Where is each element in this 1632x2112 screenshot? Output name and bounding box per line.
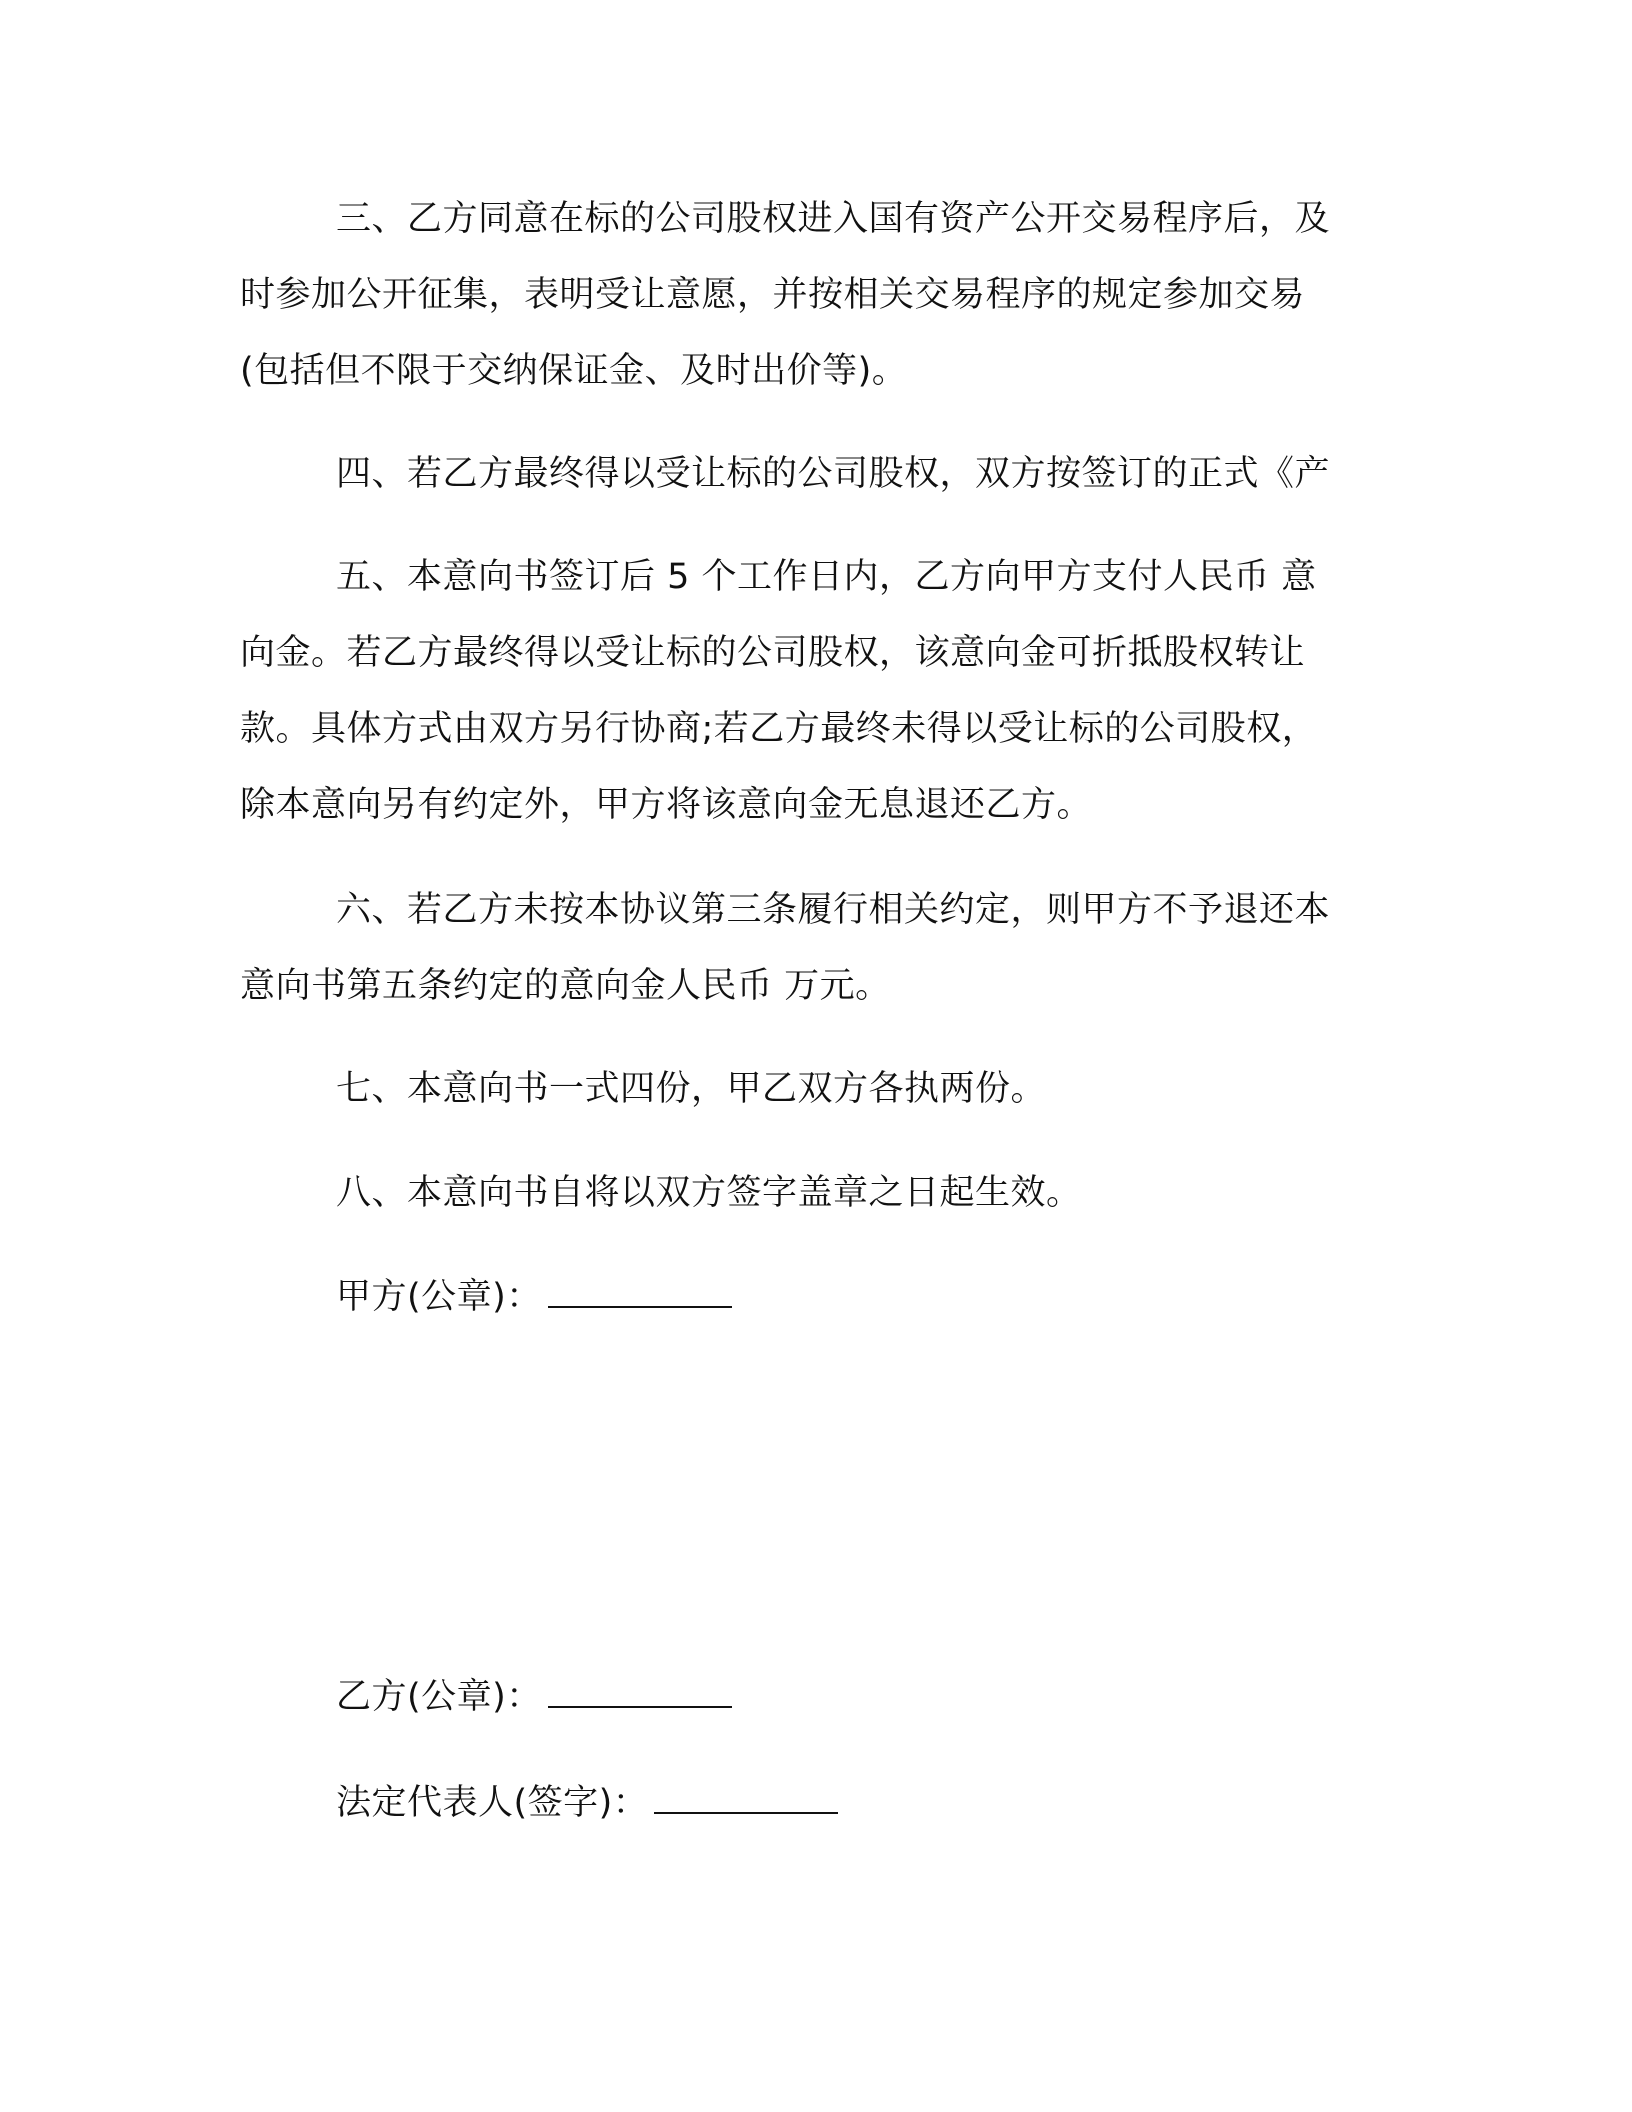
clause-7-line-1: 七、本意向书一式四份，甲乙双方各执两份。 xyxy=(336,1069,1047,1109)
clause-3-line-1: 三、乙方同意在标的公司股权进入国有资产公开交易程序后，及 xyxy=(336,199,1331,239)
clause-5-line-1: 五、本意向书签订后 5 个工作日内，乙方向甲方支付人民币 意 xyxy=(336,557,1317,597)
party-a-label: 甲方(公章)： xyxy=(336,1277,542,1317)
party-a-blank[interactable] xyxy=(548,1272,732,1308)
party-b-signature-row xyxy=(336,1672,732,1722)
clause-3-line-2: 时参加公开征集，表明受让意愿，并按相关交易程序的规定参加交易 xyxy=(240,275,1306,315)
clause-6-line-1: 六、若乙方未按本协议第三条履行相关约定，则甲方不予退还本 xyxy=(336,890,1331,930)
clause-3-line-3: (包括但不限于交纳保证金、及时出价等)。 xyxy=(240,351,908,391)
clause-4-line-1: 四、若乙方最终得以受让标的公司股权，双方按签订的正式《产 xyxy=(336,454,1331,494)
clause-8-line-1: 八、本意向书自将以双方签字盖章之日起生效。 xyxy=(336,1173,1082,1213)
legal-rep-signature-row xyxy=(336,1778,838,1828)
party-b-blank[interactable] xyxy=(548,1672,732,1708)
clause-6-line-2: 意向书第五条约定的意向金人民币 万元。 xyxy=(240,966,891,1006)
party-a-signature-row xyxy=(336,1272,732,1322)
party-b-label: 乙方(公章)： xyxy=(336,1677,542,1717)
clause-5-line-3: 款。具体方式由双方另行协商;若乙方最终未得以受让标的公司股权， xyxy=(240,709,1318,749)
clause-5-line-2: 向金。若乙方最终得以受让标的公司股权，该意向金可折抵股权转让 xyxy=(240,633,1306,673)
legal-rep-blank[interactable] xyxy=(654,1778,838,1814)
clause-5-line-4: 除本意向另有约定外，甲方将该意向金无息退还乙方。 xyxy=(240,785,1093,825)
legal-rep-label: 法定代表人(签字)： xyxy=(336,1783,649,1823)
